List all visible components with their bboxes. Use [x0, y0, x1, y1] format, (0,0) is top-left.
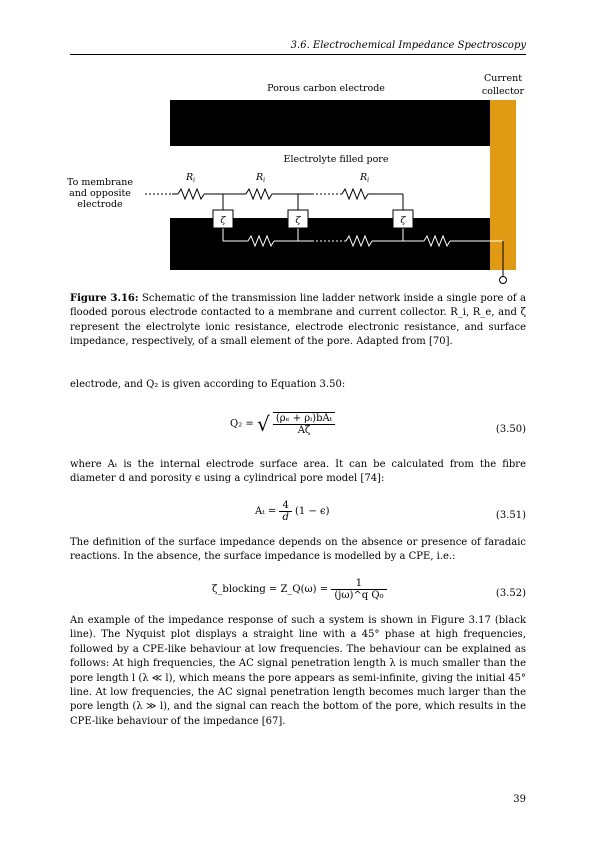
eq352-lhs: ζ_blocking = Z_Q(ω) =: [212, 584, 329, 595]
eq351-numerator: 4: [279, 500, 291, 512]
eq350-denominator: Aζ: [297, 425, 311, 436]
page-number: 39: [513, 794, 526, 805]
ri-resistor-2: [246, 189, 272, 199]
ri-label-3: $R_i$: [360, 172, 370, 184]
running-header: 3.6. Electrochemical Impedance Spectroscopy: [290, 40, 526, 51]
header-rule: [70, 54, 526, 55]
eq351-denominator: d: [282, 512, 289, 523]
current-collector-label-1: Current: [483, 73, 523, 84]
ri-resistor-3: [342, 189, 368, 199]
paragraph-2: where Aₜ is the internal electrode surface area. It can be calculated from the fibre diameter d and porosity ϵ using a cylindrical pore model [74]:: [70, 459, 526, 485]
eq351-number: (3.51): [495, 510, 526, 521]
zeta-element-2: [288, 210, 308, 228]
svg-text:ζ: ζ: [220, 215, 226, 226]
eq352-number: (3.52): [495, 588, 526, 599]
porous-electrode-label: Porous carbon electrode: [267, 83, 385, 94]
svg-text:ζ: ζ: [295, 215, 301, 226]
paragraph-4: An example of the impedance response of such a system is shown in Figure 3.17 (black line). The Nyquist plot displays a straight line with a 45° phase at high frequencies, followed by a CPE-like behaviour at low frequencies. The behaviour can be explained as follows: At high frequencies, the AC signal penetration length λ is much smaller than the pore length l (λ ≪ l), which means the pore appears as semi-infinite, giving the initial 45° line. At low frequencies, the AC signal penetration length becomes much larger than the pore length (λ ≫ l), and the signal can reach the bottom of the pore, which results in the CPE-like behaviour of the impedance [67].: [70, 615, 526, 727]
zeta-element-3: [393, 210, 413, 228]
svg-text:ζ: ζ: [400, 215, 406, 226]
caption-label: Figure 3.16:: [70, 293, 139, 304]
to-membrane-label-2: and opposite: [69, 188, 131, 199]
paragraph-1: electrode, and Q₂ is given according to Equation 3.50:: [70, 379, 346, 390]
zeta-element-1: [213, 210, 233, 228]
equation-3-51: [70, 500, 526, 532]
re-label-3: $R_e$: [433, 256, 445, 268]
equation-3-50: Q₂ = √ $\frac{\text{(ρₑ + ρᵢ)bAₜ}}{A\zeta}$ (3.50): [230, 412, 526, 436]
eq352-numerator: 1: [331, 578, 386, 590]
eq351-lhs: Aₜ =: [255, 506, 277, 517]
eq350-numerator: (ρₑ + ρᵢ)bAₜ: [273, 413, 335, 425]
eq352-denominator: (jω)^q Q₀: [334, 590, 384, 601]
ri-label-2: $R_i$: [256, 172, 266, 184]
equation-3-52: [70, 578, 526, 610]
pore-label: Electrolyte filled pore: [283, 154, 389, 165]
caption-text: Schematic of the transmission line ladder network inside a single pore of a flooded porous electrode contacted to a membrane and current collector. R_i, R_e, and ζ represent the electrolyte ionic resistance, electrode electronic resistance, and surface impedance, respectively, of a small element of the pore. Adapted from [70].: [70, 293, 526, 348]
eq351-rhs: (1 − ϵ): [295, 506, 330, 517]
current-collector-label-2: collector: [481, 86, 525, 97]
ri-label-1: $R_i$: [186, 172, 196, 184]
electrode-top-block: [170, 100, 490, 146]
figure-caption: [70, 292, 526, 350]
eq350-lhs: Q₂ =: [230, 418, 254, 430]
figure-3-16: [60, 60, 530, 286]
ri-resistor-1: [178, 189, 204, 199]
to-membrane-label-1: To membrane: [66, 177, 134, 188]
re-label-2: $R_e$: [361, 256, 373, 268]
re-label-1: $R_e$: [257, 256, 269, 268]
terminal-node: [500, 277, 507, 284]
paragraph-3: The definition of the surface impedance depends on the absence or presence of faradaic reactions. In the absence, the surface impedance is modelled by a CPE, i.e.:: [70, 537, 526, 563]
to-membrane-label-3: electrode: [77, 199, 123, 210]
eq350-number: (3.50): [495, 424, 526, 435]
